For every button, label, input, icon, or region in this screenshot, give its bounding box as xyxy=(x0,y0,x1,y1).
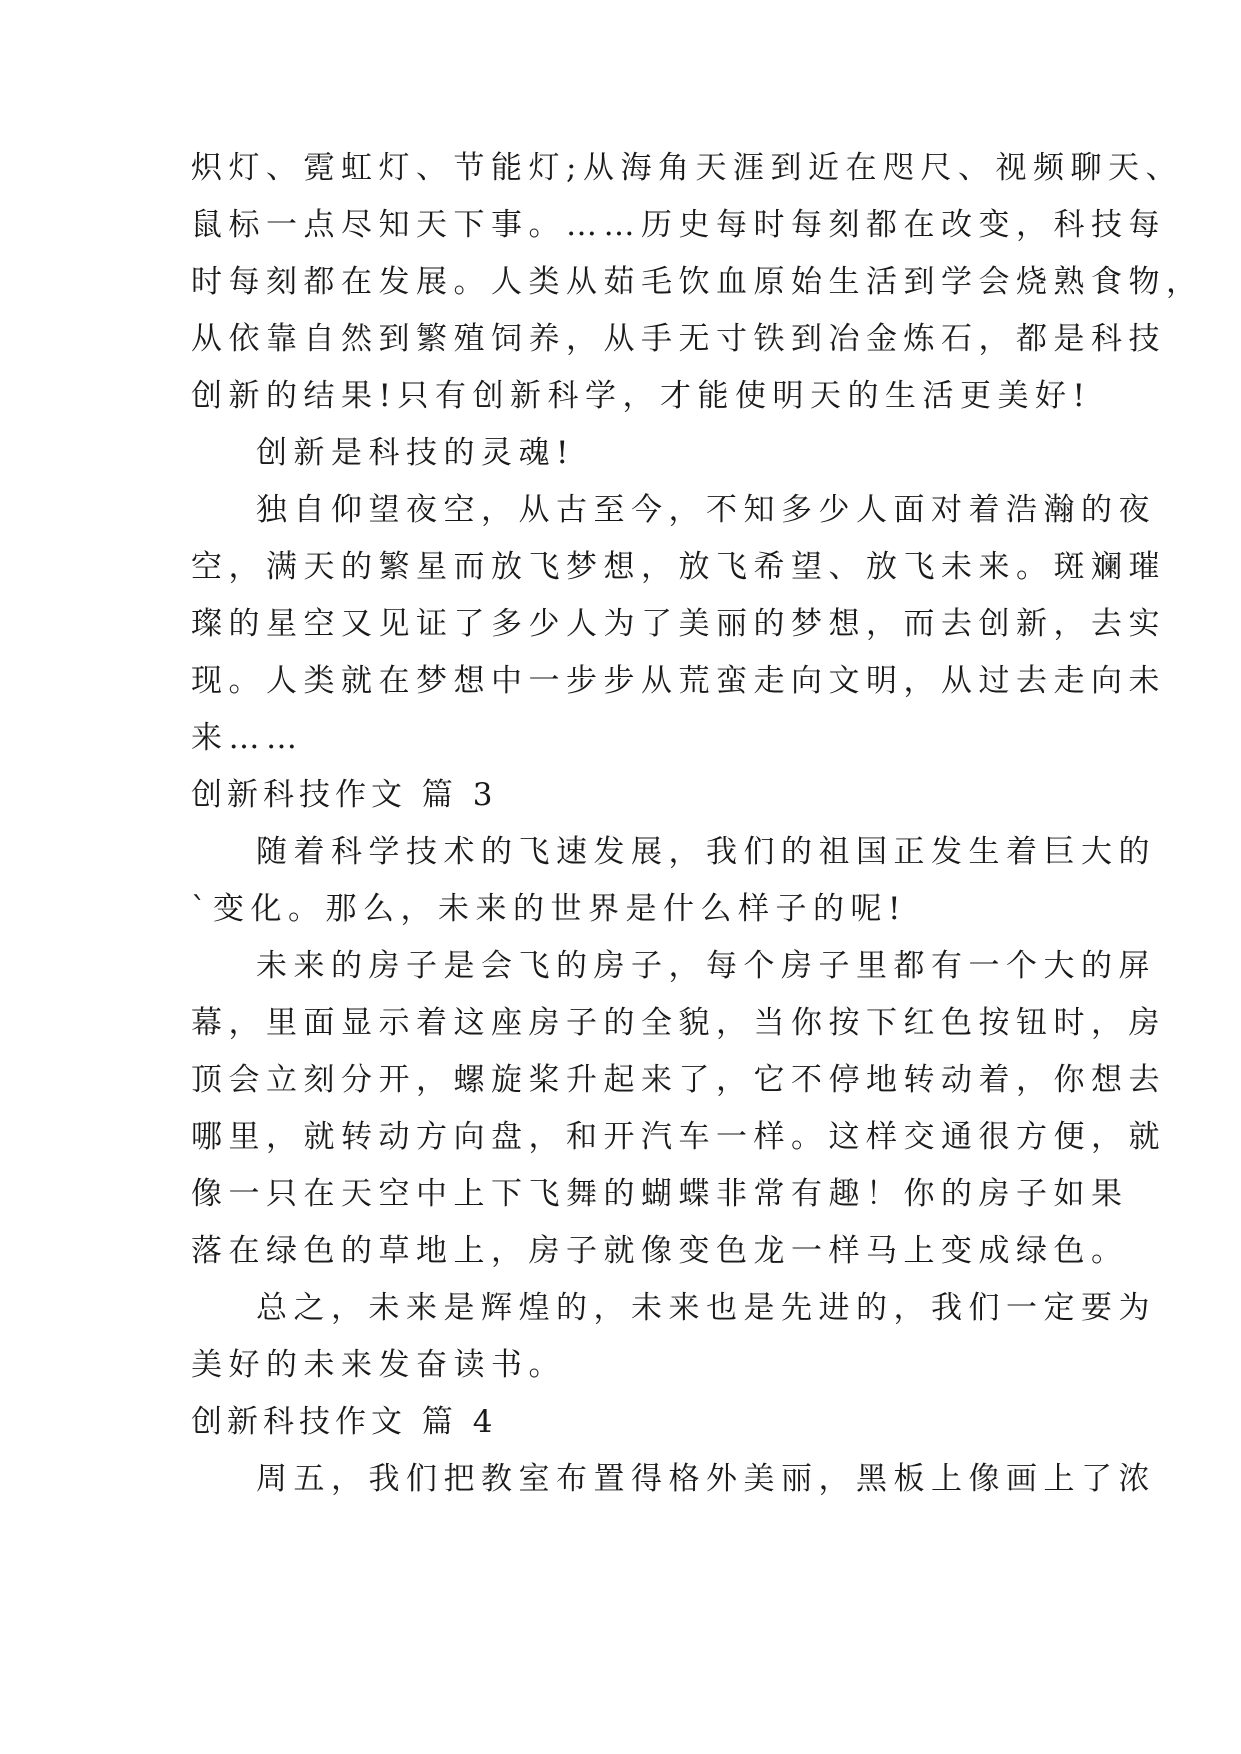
paragraph-line: 创新的结果!只有创新科学，才能使明天的生活更美好! xyxy=(191,378,1092,414)
section-heading: 创新科技作文 篇 4 xyxy=(191,1404,498,1440)
paragraph-line: 璨的星空又见证了多少人为了美丽的梦想，而去创新，去实 xyxy=(191,606,1166,642)
paragraph-line: 顶会立刻分开，螺旋桨升起来了，它不停地转动着，你想去 xyxy=(191,1062,1166,1098)
paragraph-line: 独自仰望夜空，从古至今，不知多少人面对着浩瀚的夜 xyxy=(256,492,1156,528)
paragraph-line: 周五，我们把教室布置得格外美丽，黑板上像画上了浓 xyxy=(256,1461,1156,1497)
paragraph-line: 未来的房子是会飞的房子，每个房子里都有一个大的屏 xyxy=(256,948,1156,984)
paragraph-line: 创新是科技的灵魂! xyxy=(256,435,575,471)
paragraph-line: 幕，里面显示着这座房子的全貌，当你按下红色按钮时，房 xyxy=(191,1005,1166,1041)
paragraph-line: 空，满天的繁星而放飞梦想，放飞希望、放飞未来。斑斓璀 xyxy=(191,549,1166,585)
paragraph-line: 现。人类就在梦想中一步步从荒蛮走向文明，从过去走向未 xyxy=(191,663,1166,699)
paragraph-line: 时每刻都在发展。人类从茹毛饮血原始生活到学会烧熟食物， xyxy=(191,264,1204,300)
paragraph-line: 美好的未来发奋读书。 xyxy=(191,1347,566,1383)
paragraph-line: 从依靠自然到繁殖饲养，从手无寸铁到冶金炼石，都是科技 xyxy=(191,321,1166,357)
paragraph-line: 哪里，就转动方向盘，和开汽车一样。这样交通很方便，就 xyxy=(191,1119,1166,1155)
paragraph-line: `变化。那么，未来的世界是什么样子的呢! xyxy=(191,891,907,927)
paragraph-line: 来…… xyxy=(191,720,304,756)
paragraph-line: 炽灯、霓虹灯、节能灯;从海角天涯到近在咫尺、视频聊天、 xyxy=(191,150,1183,186)
paragraph-line: 落在绿色的草地上，房子就像变色龙一样马上变成绿色。 xyxy=(191,1233,1129,1269)
paragraph-line: 随着科学技术的飞速发展，我们的祖国正发生着巨大的 xyxy=(256,834,1156,870)
section-heading: 创新科技作文 篇 3 xyxy=(191,777,498,813)
paragraph-line: 像一只在天空中上下飞舞的蝴蝶非常有趣！你的房子如果 xyxy=(191,1176,1129,1212)
paragraph-line: 总之，未来是辉煌的，未来也是先进的，我们一定要为 xyxy=(256,1290,1156,1326)
paragraph-line: 鼠标一点尽知天下事。……历史每时每刻都在改变，科技每 xyxy=(191,207,1166,243)
